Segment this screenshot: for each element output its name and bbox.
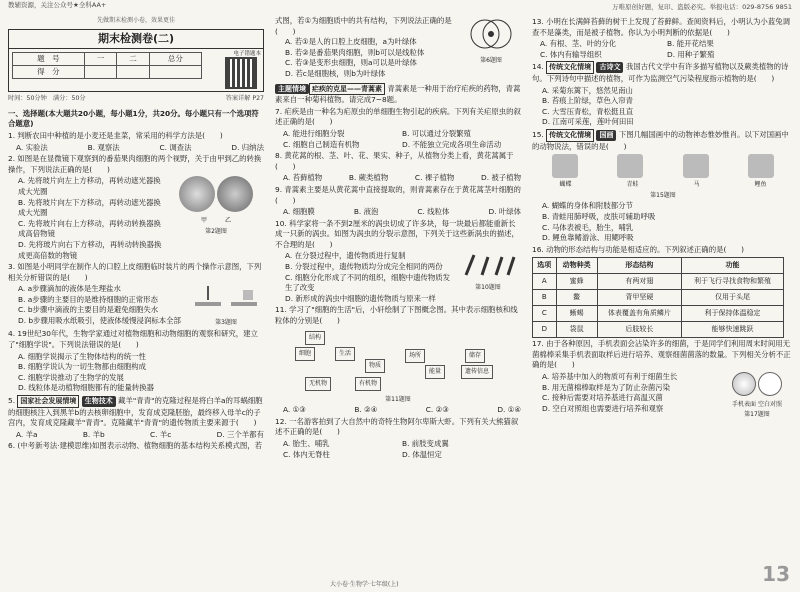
option: C. 体内无脊柱 [283,449,330,459]
option: D. 不能独立完成各项生命活动 [402,139,502,149]
q6-block [275,16,521,80]
page-number: 13 [762,562,790,586]
option: B. 观察法 [87,142,120,152]
option: B. 若②是番茄果肉细胞，则b可以是线粒体 [285,47,425,57]
score-header: 总分 [149,53,201,66]
column-3 [532,16,794,421]
answer-ref: 答案详解 P27 [225,95,264,103]
option: D. 鲤鱼靠鳍游泳、用鳃呼吸 [542,233,634,243]
table-cell: 利于飞行寻找食物和繁殖 [682,274,784,290]
table-cell: 蜥蜴 [556,306,597,322]
fig-caption: 第11题图 [385,395,411,403]
option: C. b步骤中滴液的主要目的是避免细胞失水 [18,305,159,315]
q7-options [275,129,521,150]
horse-painting-icon [683,154,709,178]
option: A. 先将玻片向左上方移动，再转动遮光器换成大光圈 [18,176,161,196]
question-text: 下图几幅国画中的动物神态惟妙惟肖。以下对国画中的动物说法，错误的是( ) [532,129,789,151]
context-tag: 国家社会发展情境 [17,395,79,408]
fig-caption: 第17题图 [744,411,770,419]
exam-meta [8,94,264,105]
score-cell [84,66,117,79]
flatworm-icon [458,251,518,279]
carp-painting-icon [748,154,774,178]
question-13: 13. 小明在长满鲜苔藓的树干上发现了苔藓鲜。查阅资料后，小明认为小蓝兔调查不是藻类，而是被子植物。你认为小明判断的依据是( ) [532,17,790,37]
option: B. 可以通过分裂繁殖 [402,128,471,138]
q10-figure [455,251,521,304]
q3-options [8,284,188,328]
option: C. 细胞学说推动了生物学的发展 [18,372,124,382]
table-cell: D [533,322,557,338]
microscope-view-icon [179,176,215,212]
map-node: 能量 [425,365,445,380]
theme-tag: 主题情境 [275,84,309,95]
column-2 [275,16,521,460]
map-node: 结构 [305,331,325,346]
option: D. 新形成的涡虫中细胞的遗传物质与原来一样 [285,293,436,303]
score-label: 得 分 [13,66,85,79]
fig-caption: 第2题图 [205,227,227,235]
score-header: 一 [84,53,117,66]
title-box [8,29,264,93]
option: D. b步骤用吸水纸吸引，使液体缓慢浸润标本全部 [18,316,181,326]
question-12: 12. 一名游客拍到了大自然中的奇特生物阿尔卑斯大虾。下列有关大熊猫叙述不正确的是( ) [275,416,519,437]
table-header: 选项 [533,258,557,274]
table-cell: 背甲坚硬 [597,290,681,306]
painting-label: 青蛙 [626,181,639,189]
option: D. 体温恒定 [402,449,442,459]
option: A. 在分裂过程中，遗传物质进行复制 [285,251,406,261]
option: A. 苔藓植物 [283,173,323,183]
topic-tag: 国画 [596,130,616,141]
option: C. 裸子植物 [414,173,455,183]
corner-note-left: 教辅资源，关注公众号★全科AA+ [8,1,107,9]
topic-tag: 古诗文 [596,62,623,73]
table-cell: C [533,306,557,322]
option: C. 先将玻片向右上方移动，再转动转换器换成高倍物镜 [18,218,161,239]
option: B. ②④ [354,405,378,415]
table-row [533,274,784,290]
q1-options [8,143,264,154]
fig-caption: 第10题图 [475,284,501,292]
option: A. ①③ [283,405,306,415]
option: C. 线粒体 [417,207,450,217]
q3-block [8,284,264,328]
option: B. 用无菌棉棒取样是为了防止杂菌污染 [542,382,671,392]
fig-label: 乙 [225,216,232,224]
table-cell: 仅用于头尾 [682,290,784,306]
q13-options [532,39,794,60]
option: C. 细胞自己制造有机物 [283,139,360,149]
question-10: 10. 科学家将一条不到2厘米的涡虫切成了许多块，每一块最后都能重新长成一只新的涡虫。如图为涡虫的分裂示意图，下列关于这些新涡虫的描述，不合理的是( ) [275,218,519,249]
option: C. 大雪压青松，青松挺且直 [542,106,634,116]
option: C. 接种后需要对培养基进行高温灭菌 [542,393,663,403]
map-node: 储存 [465,349,485,364]
q5-options [8,430,264,441]
option: B. 先将玻片向左下方移动，再转动遮光器换成大光圈 [18,197,161,218]
question-text: 藏羊"青青"的克隆过程是将白羊a的耳蜗细胞的细胞核注入到黑羊b的去核卵细胞中，发育成克隆胚胎，最终移入母羊c的子宫内，发育成克隆藏羊"青青"。克隆藏羊"青青"的遗传物质主要来源于( ) [8,396,263,428]
score-area [9,49,263,91]
option: D. 叶绿体 [488,207,521,217]
map-node: 场所 [405,349,425,364]
option: D. 三个羊都有 [216,429,264,439]
concept-map [275,329,521,393]
option: A. 采菊东篱下，悠然见南山 [542,85,633,95]
option: B. a步骤的主要目的是维持细胞的正常形态 [18,294,158,304]
fig-caption: 第6题图 [480,56,502,64]
option: C. 若③是变形虫细胞，则a可以是叶绿体 [285,58,417,68]
option: C. 调查法 [159,142,192,152]
painting-label: 马 [693,181,700,189]
exam-title: 期末检测卷(二) [9,30,263,50]
option: A. 羊a [16,429,38,439]
table-cell: B [533,290,557,306]
option: C. 体内有输导组织 [540,49,602,59]
fig-label: 空白对照 [757,400,782,408]
petri-dish-icon [732,372,756,396]
option: A. 细胞膜 [283,207,315,217]
option: B. 蕨类植物 [348,173,389,183]
option: D. ①④ [497,405,521,415]
option: D. 空白对照组也需要进行培养和观察 [542,403,664,413]
q6-figure [461,16,521,80]
table-cell: A [533,274,557,290]
q2-block [8,176,264,261]
score-table [12,52,202,79]
qr-caption: 电子错题本 [233,51,261,58]
score-cell [149,66,201,79]
option: C. 马体表被毛，胎生，哺乳 [542,222,634,232]
topic-tag: 生物技术 [82,396,116,407]
option: D. 江南可采莲，莲叶何田田 [542,117,634,127]
option: A. 蝴蝶的身体和附肢都分节 [542,201,633,211]
question-16: 16. 动物的形态结构与功能是相适应的。下列叙述正确的是( ) [532,244,745,254]
q11-options [275,405,521,416]
option: C. 细胞分化形成了不同的组织，细胞中遗传物质发生了改变 [285,272,451,293]
option: B. 分裂过程中，遗传物质均分成完全相同的两份 [285,262,443,272]
table-row [533,306,784,322]
map-node: 有机物 [355,377,381,392]
painting-label: 鲤鱼 [754,181,767,189]
qr-code-icon[interactable] [225,57,257,89]
option: A. a步骤滴加的液体是生理盐水 [18,284,121,294]
theme-intro [275,83,521,106]
q10-block [275,251,521,304]
fig-label: 甲 [200,216,207,224]
table-cell: 体表覆盖有角质鳞片 [597,306,681,322]
option: B. 苔痕上阶绿，草色入帘青 [542,96,634,106]
page-footer: 大小卷·生物学·七年级(上) [330,581,399,588]
option: D. 先将玻片向右下方移动，再转动转换器换成更高倍数的物镜 [18,239,162,260]
option: B. 液泡 [353,207,379,217]
option: D. 若c是细胞核，则b为叶绿体 [285,68,386,78]
question-text: 我国古代文学中有许多描写植物以及蕨类植物的诗句。下列诗句中描述的植物，可作为监测空气污染程度指示植物的是( ) [532,62,789,83]
option: A. 培养基中加入的物质可有利于细菌生长 [542,372,678,382]
table-cell: 有两对翅 [597,274,681,290]
painting-row [532,154,794,178]
context-tag: 传统文化情境 [546,129,594,142]
table-cell: 能够快速跳跃 [682,322,784,338]
q17-block [532,372,794,421]
option: D. 线粒体是动植物细胞都有的能量转换器 [18,383,155,393]
q17-options [532,372,722,421]
butterfly-painting-icon [552,154,578,178]
question-5: 5. 国家社会发展情境 生物技术 藏羊"青青"的克隆过程是将白羊a的耳蜗细胞的细胞核注入到黑羊b的去核卵细胞中，发育成克隆胚胎，最终移入母羊c的子宫内，发育成克隆藏羊"青青"。克隆藏羊"青青"的遗传物质主要来源于( ) [8,396,263,428]
fig-labels [722,400,792,411]
table-cell: 袋鼠 [556,322,597,338]
fig-labels [168,216,264,227]
q6-text [275,16,461,80]
microscope-view-icon [217,176,253,212]
question-6-start: 6. (中考新考法·建模思维)如图表示动物、植物细胞的基本结构关系模式图，若 [8,441,263,451]
petri-dish-icon [758,372,782,396]
question-1: 1. 判断农田中种植的是小麦还是韭菜，常采用的科学方法是( ) [8,130,223,140]
q2-figure [168,176,264,261]
score-header: 题 号 [13,53,85,66]
question-2: 2. 如图是在显微镜下观察到的番茄果肉细胞的两个视野，关于由甲到乙的转换操作，下列说法正确的是( ) [8,154,262,174]
score-cell [117,66,150,79]
table-cell: 蜜蜂 [556,274,597,290]
option: C. 羊c [150,429,172,439]
question-6-cont: 式图，若①为细胞质中的共有结构，下列说法正确的是( ) [275,16,452,36]
option: B. 前肢变成翼 [402,439,449,448]
option: A. 有根、茎、叶的分化 [540,39,617,49]
map-node: 无机物 [305,377,331,392]
option: A. 能进行细胞分裂 [283,128,345,138]
painting-label: 蝴蝶 [559,181,572,189]
context-tag: 传统文化情境 [546,61,594,74]
frog-painting-icon [617,154,643,178]
option: B. 能开花结果 [667,39,714,49]
option: A. 若①是人的口腔上皮细胞，a为叶绿体 [285,37,417,47]
time-info: 时间：50分钟 满分：50分 [8,95,86,103]
question-7: 7. 疟疾是由一种名为疟原虫的单细胞生物引起的疾病。下列有关疟原虫的叙述正确的是( ) [275,106,521,127]
question-17: 17. 由于各种原因，手机表面会沾染许多的细菌，于是同学们利用周末时间用无菌棉棒采集手机表面取样后进行培养、观察细菌菌落的数量。下列相关分析不正确的是( ) [532,339,791,370]
corner-note-right: 万唯原创好题，复印、盗版必究。举报电话：029-8756 9851 [612,3,792,11]
option: A. 细胞学说揭示了生物体结构的统一性 [18,351,146,361]
option: D. 归纳法 [231,142,264,152]
venn-diagram-icon [463,16,519,52]
table-cell: 鳖 [556,290,597,306]
option: A. 实验法 [16,142,48,152]
theme-title: 疟疾的克星——青蒿素 [309,83,385,96]
option: B. 羊b [82,429,105,439]
q9-options [275,207,521,218]
column-1 [8,16,264,453]
table-cell: 利于保持体温稳定 [682,306,784,322]
option: C. ②③ [425,405,449,415]
q2-options [8,176,168,261]
table-header: 形态结构 [597,258,681,274]
option: A. 胎生、哺乳 [283,439,330,448]
score-header: 二 [117,53,150,66]
option: B. 青蛙用肺呼吸，皮肤可辅助呼吸 [542,211,656,221]
q3-figure [188,284,264,328]
option: D. 用种子繁殖 [667,49,715,59]
question-4: 4. 19世纪30年代，生物学家通过对植物细胞和动物细胞的观察和研究，建立了"细胞学说"。下列说法错误的是( ) [8,329,258,350]
map-node: 生活 [335,347,355,362]
q12-options [275,439,521,460]
question-14: 14. 传统文化情境 古诗文 我国古代文学中有许多描写植物以及蕨类植物的诗句。下列诗句中描述的植物，可作为监测空气污染程度指示植物的是( ) [532,62,789,83]
question-11: 11. 学习了"细胞的生活"后，小轩绘制了下图概念图。其中表示细胞核和线粒体的分别是( ) [275,305,518,326]
q16-table [532,257,784,338]
option: B. 细胞学说认为一切生物都由细胞构成 [18,362,147,372]
slide-prep-icon [191,284,261,314]
question-8: 8. 黄花蒿的根、茎、叶、花、果实、种子，从植物分类上看，黄花蒿属于( ) [275,151,514,171]
q17-figure [722,372,792,421]
table-header: 功能 [682,258,784,274]
table-cell: 后肢较长 [597,322,681,338]
table-row [533,322,784,338]
map-node: 物质 [365,359,385,374]
section-heading: 一、选择题(本大题共20小题，每小题1分，共20分。每小题只有一个选项符合题意) [8,108,259,129]
option: D. 被子植物 [481,173,521,183]
table-row [533,290,784,306]
map-node: 遗传信息 [461,365,493,380]
painting-labels [532,180,794,191]
fig-caption: 第3题图 [215,318,237,326]
banner: 先做期末检测小卷，效果更佳 [96,17,175,24]
fig-label: 手机表面 [732,400,757,408]
question-9: 9. 青蒿素主要是从黄花蒿中直接提取的，则青蒿素存在于黄花蒿茎叶细胞的( ) [275,184,521,205]
table-header: 动物种类 [556,258,597,274]
question-3: 3. 如图是小明同学在制作人的口腔上皮细胞临时装片的两个操作示意图，下列相关分析错误的是( ) [8,262,262,282]
q10-options [275,251,455,304]
theme-text: 青蒿素是一种用于治疗疟疾的药物，青蒿素来自一种菊科植物。请完成7~8题。 [275,83,521,105]
q8-options [275,173,521,184]
question-15: 15. 传统文化情境 国画 下图几幅国画中的动物神态惟妙惟肖。以下对国画中的动物说法，错误的是( ) [532,129,789,151]
map-node: 细胞 [295,347,315,362]
fig-caption: 第15题图 [650,191,676,199]
